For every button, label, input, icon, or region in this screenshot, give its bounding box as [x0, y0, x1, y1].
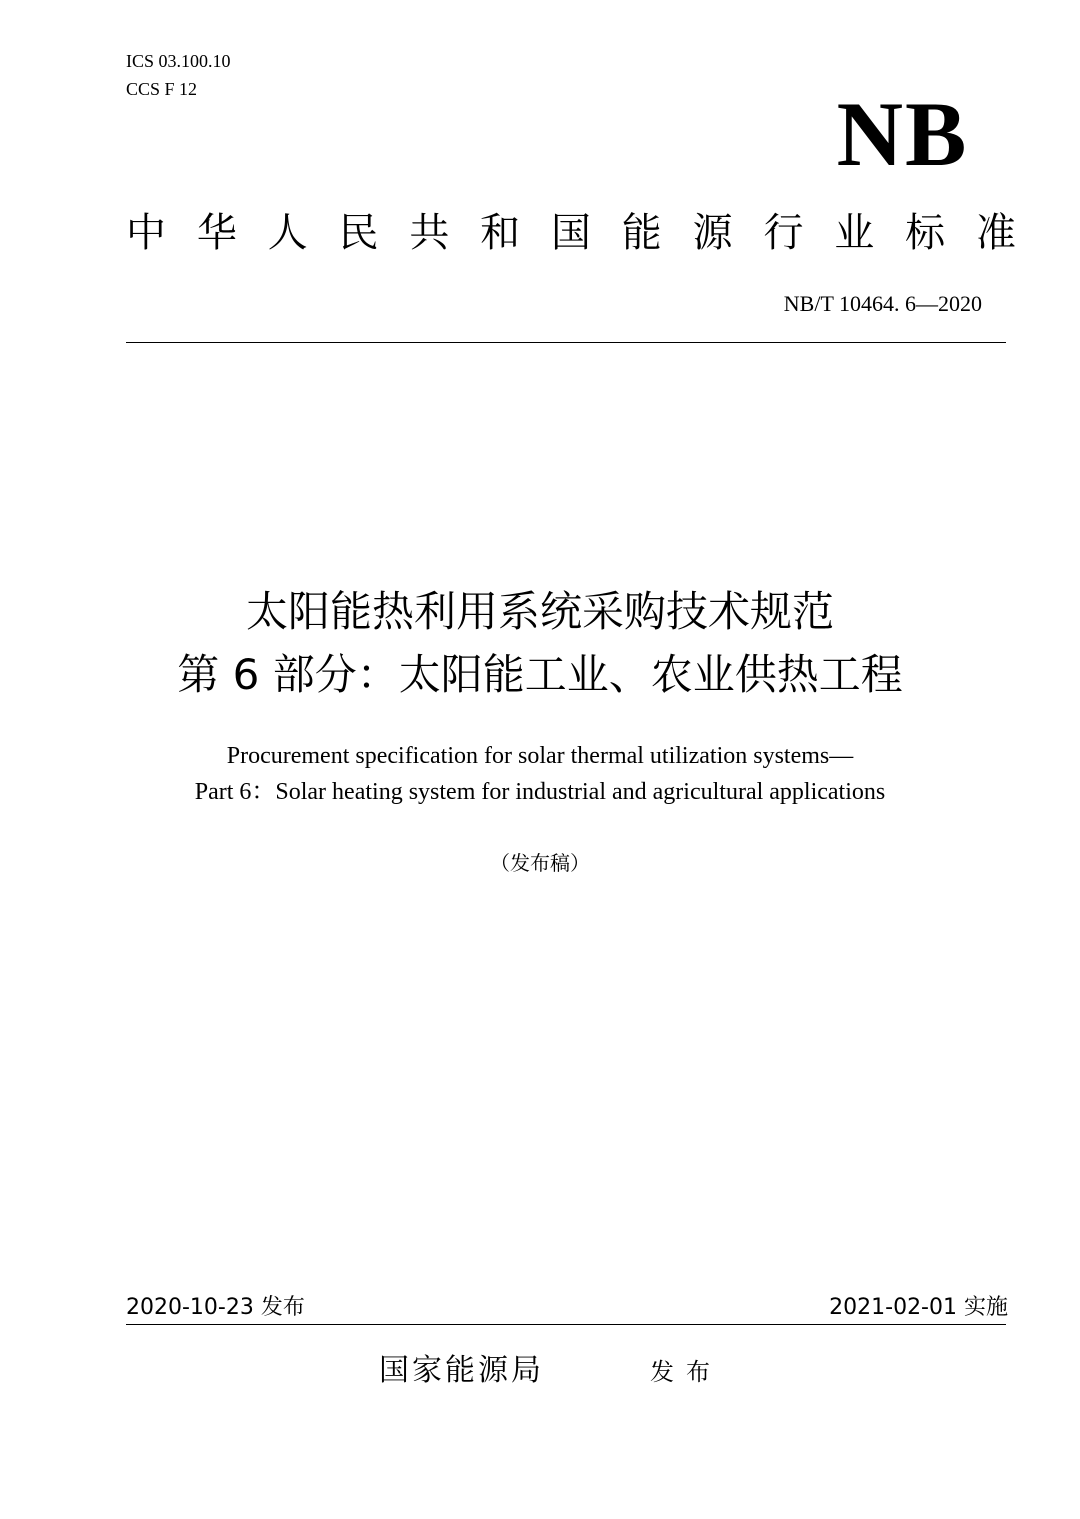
document-status: （发布稿）: [490, 851, 590, 875]
standard-category-char: 能: [621, 210, 662, 256]
title-en-line-2: Part 6：Solar heating system for industrial and agricultural applications: [194, 779, 886, 805]
standard-code: NB/T 10464. 6—2020: [783, 291, 982, 316]
standard-category-char: 中: [126, 210, 166, 256]
standard-category-char: 华: [196, 210, 237, 256]
standard-category-char: 行: [763, 210, 804, 256]
standard-category-char: 业: [834, 210, 875, 256]
standard-category-char: 人: [267, 210, 308, 256]
title-zh-line-2: 第 6 部分：太阳能工业、农业供热工程: [177, 650, 903, 699]
standard-category-char: 准: [975, 210, 1016, 256]
standard-category-char: 共: [409, 210, 450, 256]
footer-divider: [126, 1324, 1006, 1325]
ics-code: ICS 03.100.10: [126, 51, 231, 71]
standard-category-char: 国: [550, 210, 591, 256]
standard-category-char: 民: [338, 210, 379, 256]
issue-label: 发布: [650, 1358, 722, 1386]
standard-category-char: 和: [480, 210, 521, 256]
standard-category-char: 标: [905, 210, 946, 256]
ccs-code: CCS F 12: [126, 79, 198, 99]
standard-category-char: 源: [692, 210, 733, 256]
issuing-authority: 国家能源局: [379, 1353, 544, 1388]
publish-date: 2020-10-23 发布: [126, 1295, 305, 1320]
title-zh-line-1: 太阳能热利用系统采购技术规范: [245, 587, 834, 636]
nb-logo: NB: [836, 83, 969, 185]
header-divider: [126, 342, 1006, 343]
title-en-line-1: Procurement specification for solar thermal utilization systems—: [226, 743, 854, 769]
effective-date: 2021-02-01 实施: [829, 1295, 1008, 1320]
standard-category-title: [126, 205, 1016, 261]
